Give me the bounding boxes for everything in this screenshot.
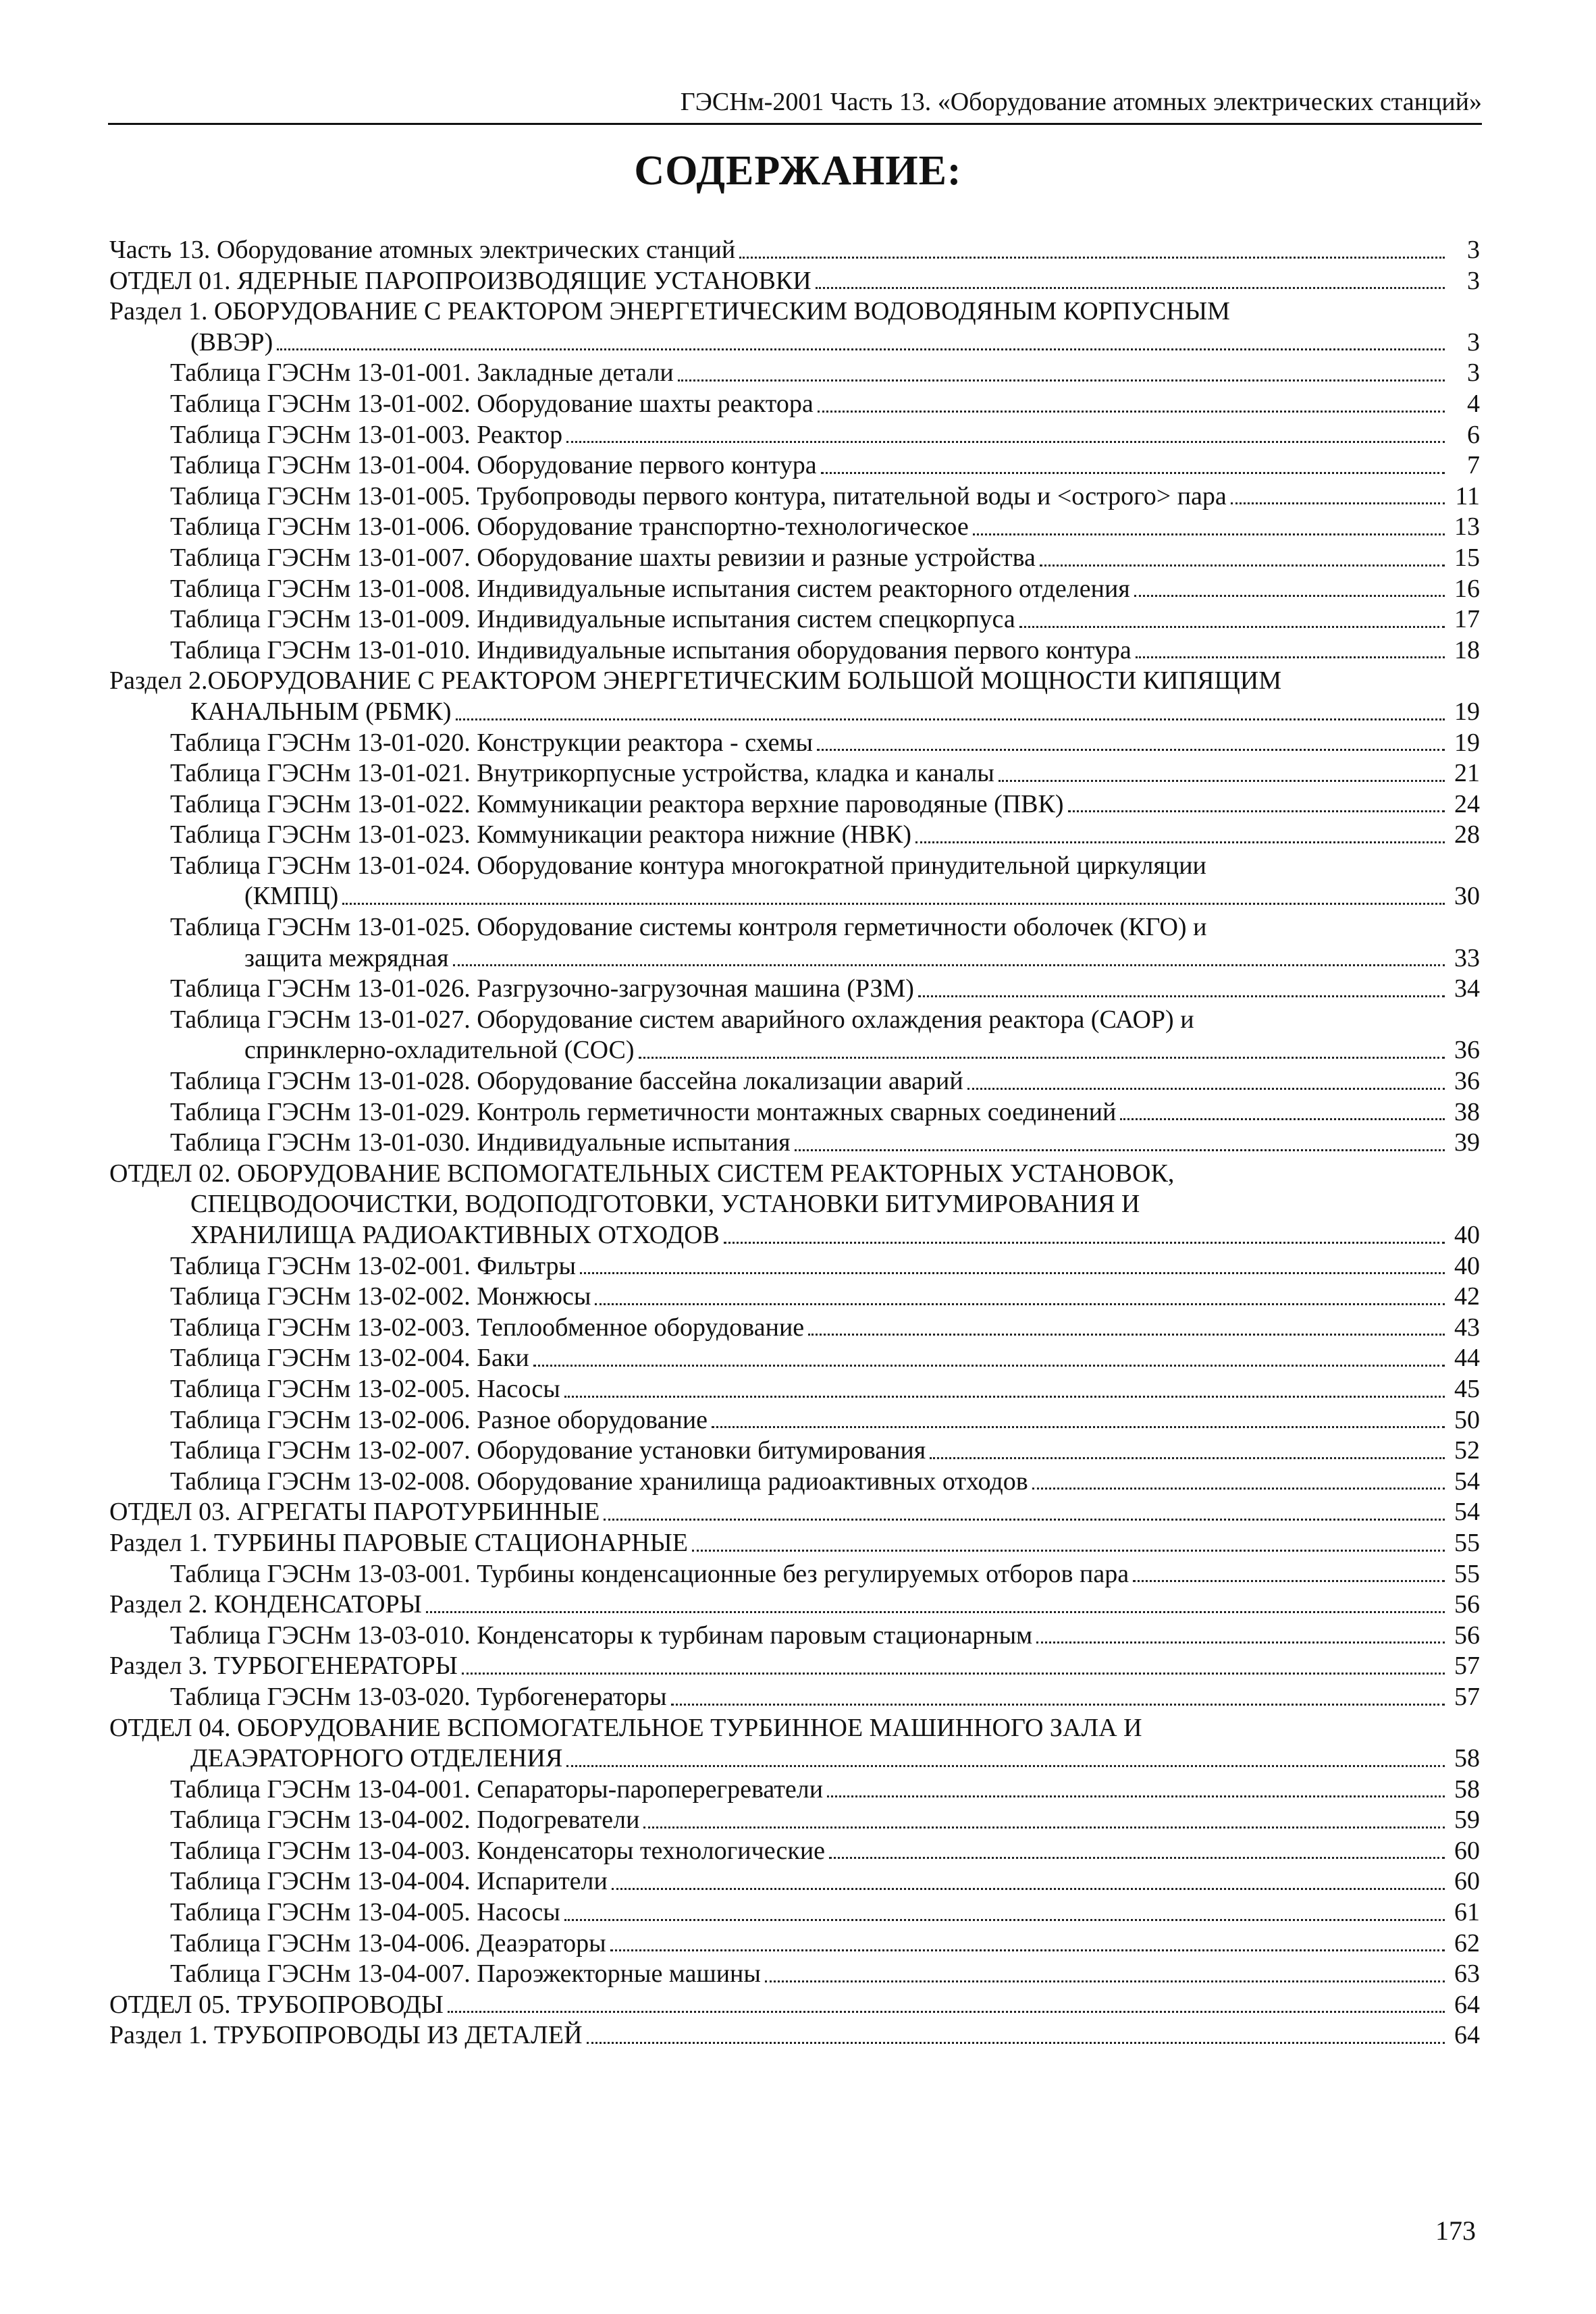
- toc-entry[interactable]: [109, 2020, 1480, 2051]
- leader-dots: [671, 1704, 1445, 1706]
- toc-entry-text: СПЕЦВОДООЧИСТКИ, ВОДОПОДГОТОВКИ, УСТАНОВКИ БИТУМИРОВАНИЯ И: [190, 1190, 1140, 1219]
- toc-entry-text: КАНАЛЬНЫМ (РБМК): [190, 697, 452, 726]
- toc-page-number: 24: [1454, 789, 1480, 818]
- toc-entry-text: Таблица ГЭСНм 13-02-008. Оборудование хранилища радиоактивных отходов: [170, 1467, 1028, 1496]
- toc-entry[interactable]: [109, 1343, 1480, 1374]
- toc-page-number: 19: [1454, 697, 1480, 726]
- toc-entry[interactable]: [109, 974, 1480, 1005]
- toc-entry[interactable]: [109, 635, 1480, 666]
- leader-dots: [818, 411, 1445, 413]
- toc-page-number: 58: [1454, 1774, 1480, 1804]
- leader-dots: [829, 1857, 1445, 1859]
- toc-entry-text: Таблица ГЭСНм 13-01-030. Индивидуальные испытания: [170, 1128, 791, 1157]
- page-number: 173: [1435, 2215, 1476, 2246]
- toc-entry-text: Таблица ГЭСНм 13-02-001. Фильтры: [170, 1251, 577, 1280]
- toc-entry[interactable]: [109, 389, 1480, 420]
- toc-entry[interactable]: [109, 266, 1480, 297]
- leader-dots: [692, 1550, 1445, 1552]
- toc-entry-text: Таблица ГЭСНм 13-04-004. Испарители: [170, 1867, 608, 1896]
- toc-entry-text: Таблица ГЭСНм 13-01-026. Разгрузочно-загрузочная машина (РЗМ): [170, 974, 914, 1003]
- toc-page-number: 50: [1454, 1405, 1480, 1434]
- toc-entry[interactable]: [109, 1405, 1480, 1436]
- toc-page-number: 60: [1454, 1836, 1480, 1865]
- toc-entry-text: Таблица ГЭСНм 13-03-020. Турбогенераторы: [170, 1682, 667, 1711]
- toc-page-number: 18: [1454, 635, 1480, 664]
- toc-entry-line: [109, 666, 1480, 697]
- toc-entry-text: Таблица ГЭСНм 13-02-003. Теплообменное оборудование: [170, 1313, 805, 1342]
- toc-entry[interactable]: [109, 1959, 1480, 1990]
- toc-entry[interactable]: [109, 1374, 1480, 1405]
- toc-entry[interactable]: [109, 1436, 1480, 1467]
- toc-page-number: 6: [1467, 420, 1480, 449]
- toc-entry-text: Таблица ГЭСНм 13-02-006. Разное оборудование: [170, 1405, 708, 1434]
- toc-page-number: 11: [1455, 481, 1480, 510]
- toc-page-number: 57: [1454, 1682, 1480, 1711]
- table-of-contents: [109, 235, 1480, 2051]
- toc-entry[interactable]: [109, 1313, 1480, 1344]
- toc-page-number: 3: [1467, 266, 1480, 295]
- toc-entry-text: Таблица ГЭСНм 13-02-007. Оборудование установки битумирования: [170, 1436, 926, 1465]
- toc-entry[interactable]: [109, 1589, 1480, 1621]
- toc-page-number: 40: [1454, 1221, 1480, 1249]
- toc-entry-text: Таблица ГЭСНм 13-01-022. Коммуникации реактора верхние пароводяные (ПВК): [170, 789, 1064, 818]
- toc-entry[interactable]: [109, 1743, 1480, 1774]
- toc-entry-text: Таблица ГЭСНм 13-01-001. Закладные детали: [170, 359, 674, 388]
- leader-dots: [1032, 1488, 1445, 1490]
- leader-dots: [564, 1396, 1445, 1398]
- toc-entry-text: ОТДЕЛ 05. ТРУБОПРОВОДЫ: [109, 1990, 444, 2019]
- toc-entry[interactable]: [109, 728, 1480, 759]
- toc-page-number: 63: [1454, 1960, 1480, 1989]
- toc-entry-text: Раздел 2. КОНДЕНСАТОРЫ: [109, 1590, 422, 1619]
- toc-entry-text: Таблица ГЭСНм 13-01-025. Оборудование системы контроля герметичности оболочек (КГО) и: [170, 913, 1207, 942]
- toc-entry[interactable]: [109, 1897, 1480, 1928]
- toc-page-number: 21: [1454, 759, 1480, 788]
- leader-dots: [821, 472, 1445, 474]
- toc-entry[interactable]: [109, 697, 1480, 728]
- toc-entry[interactable]: [109, 481, 1480, 512]
- toc-page-number: 36: [1454, 1036, 1480, 1065]
- leader-dots: [1120, 1118, 1445, 1120]
- toc-entry[interactable]: [109, 758, 1480, 789]
- leader-dots: [827, 1795, 1445, 1797]
- toc-entry[interactable]: [109, 1836, 1480, 1867]
- leader-dots: [533, 1365, 1445, 1367]
- toc-entry-text: Таблица ГЭСНм 13-01-005. Трубопроводы первого контура, питательной воды и <острого> пара: [170, 481, 1227, 510]
- toc-entry[interactable]: [109, 358, 1480, 389]
- toc-page-number: 38: [1454, 1097, 1480, 1126]
- toc-entry-line: [109, 1005, 1480, 1036]
- toc-entry-text: ОТДЕЛ 02. ОБОРУДОВАНИЕ ВСПОМОГАТЕЛЬНЫХ СИСТЕМ РЕАКТОРНЫХ УСТАНОВОК,: [109, 1159, 1175, 1188]
- leader-dots: [915, 841, 1445, 843]
- toc-entry[interactable]: [109, 1682, 1480, 1713]
- toc-entry-text: Таблица ГЭСНм 13-01-008. Индивидуальные испытания систем реакторного отделения: [170, 574, 1130, 603]
- toc-entry-text: Таблица ГЭСНм 13-01-003. Реактор: [170, 420, 563, 449]
- toc-entry-text: Таблица ГЭСНм 13-04-007. Пароэжекторные машины: [170, 1960, 761, 1989]
- toc-entry[interactable]: [109, 1066, 1480, 1097]
- toc-page-number: 33: [1454, 943, 1480, 972]
- toc-entry-line: [109, 851, 1480, 882]
- toc-entry[interactable]: [109, 1128, 1480, 1159]
- toc-entry-line: [109, 296, 1480, 327]
- toc-entry-text: Таблица ГЭСНм 13-04-003. Конденсаторы технологические: [170, 1836, 826, 1865]
- leader-dots: [604, 1519, 1445, 1521]
- toc-entry[interactable]: [109, 235, 1480, 266]
- toc-page-number: 17: [1454, 605, 1480, 634]
- leader-dots: [1136, 656, 1445, 658]
- leader-dots: [610, 1949, 1445, 1951]
- leader-dots: [595, 1303, 1445, 1305]
- toc-entry[interactable]: [109, 1805, 1480, 1836]
- leader-dots: [612, 1888, 1445, 1890]
- toc-entry[interactable]: [109, 1990, 1480, 2021]
- toc-entry[interactable]: [109, 1497, 1480, 1528]
- toc-page-number: 64: [1454, 1990, 1480, 2019]
- toc-entry-text: Таблица ГЭСНм 13-01-020. Конструкции реактора - схемы: [170, 728, 814, 757]
- toc-entry[interactable]: [109, 327, 1480, 359]
- toc-entry-text: ОТДЕЛ 01. ЯДЕРНЫЕ ПАРОПРОИЗВОДЯЩИЕ УСТАНОВКИ: [109, 266, 812, 295]
- toc-page-number: 7: [1467, 451, 1480, 480]
- toc-page-number: 64: [1454, 2021, 1480, 2050]
- toc-entry[interactable]: [109, 1651, 1480, 1682]
- page-title: СОДЕРЖАНИЕ:: [634, 148, 962, 194]
- leader-dots: [456, 718, 1445, 720]
- toc-entry-text: Таблица ГЭСНм 13-01-007. Оборудование шахты ревизии и разные устройства: [170, 543, 1036, 572]
- leader-dots: [277, 348, 1445, 350]
- toc-entry[interactable]: [109, 881, 1480, 912]
- toc-entry-text: спринклерно-охладительной (СОС): [244, 1036, 635, 1065]
- toc-page-number: 52: [1454, 1436, 1480, 1465]
- toc-entry-text: ДЕАЭРАТОРНОГО ОТДЕЛЕНИЯ: [190, 1744, 563, 1773]
- toc-page-number: 34: [1454, 974, 1480, 1003]
- toc-entry[interactable]: [109, 1220, 1480, 1251]
- toc-page-number: 3: [1467, 236, 1480, 264]
- toc-page-number: 15: [1454, 543, 1480, 572]
- leader-dots: [643, 1826, 1445, 1829]
- toc-entry-text: ОТДЕЛ 04. ОБОРУДОВАНИЕ ВСПОМОГАТЕЛЬНОЕ ТУРБИННОЕ МАШИННОГО ЗАЛА И: [109, 1713, 1142, 1742]
- toc-entry-text: Таблица ГЭСНм 13-01-023. Коммуникации реактора нижние (НВК): [170, 820, 912, 849]
- toc-page-number: 56: [1454, 1621, 1480, 1650]
- leader-dots: [930, 1457, 1445, 1459]
- toc-entry-text: Таблица ГЭСНм 13-01-021. Внутрикорпусные устройства, кладка и каналы: [170, 759, 994, 788]
- toc-page-number: 62: [1454, 1928, 1480, 1957]
- toc-entry[interactable]: [109, 1035, 1480, 1066]
- leader-dots: [1036, 1641, 1445, 1644]
- leader-dots: [566, 441, 1445, 443]
- toc-entry[interactable]: [109, 420, 1480, 451]
- running-header: ГЭСНм-2001 Часть 13. «Оборудование атомных электрических станций»: [108, 86, 1482, 125]
- toc-page-number: 43: [1454, 1313, 1480, 1342]
- toc-entry-text: Таблица ГЭСНм 13-02-004. Баки: [170, 1344, 529, 1373]
- leader-dots: [817, 749, 1445, 751]
- toc-page-number: 54: [1454, 1498, 1480, 1527]
- toc-entry-text: Таблица ГЭСНм 13-04-005. Насосы: [170, 1898, 560, 1927]
- toc-page-number: 58: [1454, 1744, 1480, 1773]
- toc-page-number: 45: [1454, 1374, 1480, 1403]
- leader-dots: [639, 1057, 1445, 1059]
- toc-entry-line: [109, 1159, 1480, 1190]
- leader-dots: [1133, 1580, 1445, 1582]
- toc-entry-text: Таблица ГЭСНм 13-03-001. Турбины конденсационные без регулируемых отборов пара: [170, 1559, 1129, 1588]
- leader-dots: [448, 2011, 1445, 2013]
- toc-entry[interactable]: [109, 1928, 1480, 1960]
- toc-entry[interactable]: [109, 820, 1480, 851]
- leader-dots: [426, 1611, 1445, 1613]
- toc-entry-text: Таблица ГЭСНм 13-01-029. Контроль герметичности монтажных сварных соединений: [170, 1097, 1117, 1126]
- leader-dots: [1134, 595, 1445, 597]
- toc-page-number: 36: [1454, 1067, 1480, 1096]
- leader-dots: [765, 1980, 1445, 1982]
- toc-entry-text: Таблица ГЭСНм 13-01-028. Оборудование бассейна локализации аварий: [170, 1067, 963, 1096]
- toc-entry[interactable]: [109, 1467, 1480, 1498]
- toc-entry-text: Раздел 1. ОБОРУДОВАНИЕ С РЕАКТОРОМ ЭНЕРГЕТИЧЕСКИМ ВОДОВОДЯНЫМ КОРПУСНЫМ: [109, 297, 1230, 326]
- toc-entry[interactable]: [109, 1774, 1480, 1806]
- leader-dots: [739, 257, 1445, 259]
- toc-page-number: 42: [1454, 1282, 1480, 1311]
- toc-entry-text: Таблица ГЭСНм 13-01-002. Оборудование шахты реактора: [170, 389, 814, 418]
- toc-page-number: 3: [1467, 359, 1480, 388]
- toc-entry[interactable]: [109, 1097, 1480, 1128]
- toc-entry[interactable]: [109, 604, 1480, 635]
- leader-dots: [1068, 810, 1445, 812]
- toc-page-number: 19: [1454, 728, 1480, 757]
- toc-page-number: 40: [1454, 1251, 1480, 1280]
- toc-entry-text: Таблица ГЭСНм 13-01-024. Оборудование контура многократной принудительной циркуляции: [170, 851, 1206, 880]
- toc-entry-text: (КМПЦ): [244, 882, 339, 911]
- toc-entry-text: Таблица ГЭСНм 13-01-010. Индивидуальные испытания оборудования первого контура: [170, 635, 1132, 664]
- leader-dots: [462, 1673, 1445, 1675]
- leader-dots: [967, 1088, 1445, 1090]
- leader-dots: [724, 1242, 1445, 1244]
- toc-page-number: 3: [1467, 327, 1480, 357]
- toc-entry-text: Таблица ГЭСНм 13-04-002. Подогреватели: [170, 1806, 640, 1835]
- toc-page-number: 4: [1467, 389, 1480, 418]
- leader-dots: [587, 2042, 1445, 2044]
- leader-dots: [453, 964, 1445, 966]
- toc-entry-text: Таблица ГЭСНм 13-01-004. Оборудование первого контура: [170, 451, 817, 480]
- toc-entry[interactable]: [109, 1559, 1480, 1590]
- toc-entry-text: Таблица ГЭСНм 13-01-027. Оборудование систем аварийного охлаждения реактора (САОР) и: [170, 1005, 1194, 1034]
- toc-entry-text: Таблица ГЭСНм 13-03-010. Конденсаторы к турбинам паровым стационарным: [170, 1621, 1033, 1650]
- toc-entry[interactable]: [109, 574, 1480, 605]
- toc-entry-text: Таблица ГЭСНм 13-04-001. Сепараторы-пароперегреватели: [170, 1774, 824, 1804]
- leader-dots: [342, 903, 1445, 905]
- leader-dots: [808, 1334, 1445, 1336]
- toc-entry-text: Таблица ГЭСНм 13-02-005. Насосы: [170, 1374, 560, 1403]
- leader-dots: [712, 1426, 1445, 1428]
- toc-page-number: 61: [1454, 1898, 1480, 1927]
- toc-entry[interactable]: [109, 1251, 1480, 1282]
- toc-page-number: 28: [1454, 820, 1480, 849]
- toc-entry-line: [109, 1189, 1480, 1220]
- toc-page-number: 16: [1454, 574, 1480, 603]
- toc-entry[interactable]: [109, 943, 1480, 974]
- toc-page-number: 13: [1454, 512, 1480, 542]
- leader-dots: [564, 1919, 1445, 1921]
- toc-entry-text: ОТДЕЛ 03. АГРЕГАТЫ ПАРОТУРБИННЫЕ: [109, 1498, 600, 1527]
- toc-entry[interactable]: [109, 512, 1480, 543]
- toc-entry-text: Раздел 1. ТРУБОПРОВОДЫ ИЗ ДЕТАЛЕЙ: [109, 2021, 583, 2050]
- toc-entry[interactable]: [109, 789, 1480, 820]
- leader-dots: [678, 379, 1445, 382]
- toc-entry[interactable]: [109, 1528, 1480, 1559]
- leader-dots: [566, 1765, 1445, 1767]
- toc-page-number: 56: [1454, 1590, 1480, 1619]
- leader-dots: [795, 1149, 1445, 1151]
- toc-entry-text: Раздел 1. ТУРБИНЫ ПАРОВЫЕ СТАЦИОНАРНЫЕ: [109, 1528, 688, 1557]
- toc-page-number: 30: [1454, 882, 1480, 911]
- toc-entry-text: Таблица ГЭСНм 13-01-006. Оборудование транспортно-технологическое: [170, 512, 969, 542]
- toc-entry-text: Раздел 3. ТУРБОГЕНЕРАТОРЫ: [109, 1652, 458, 1681]
- toc-page-number: 60: [1454, 1867, 1480, 1896]
- leader-dots: [816, 287, 1445, 289]
- toc-entry-text: Таблица ГЭСНм 13-04-006. Деаэраторы: [170, 1928, 606, 1957]
- toc-page-number: 55: [1454, 1559, 1480, 1588]
- leader-dots: [1040, 564, 1445, 567]
- toc-entry-line: [109, 1713, 1480, 1744]
- toc-entry-text: ХРАНИЛИЩА РАДИОАКТИВНЫХ ОТХОДОВ: [190, 1221, 720, 1249]
- toc-entry-text: (ВВЭР): [190, 327, 273, 357]
- toc-entry[interactable]: [109, 450, 1480, 481]
- leader-dots: [999, 780, 1445, 782]
- leader-dots: [918, 995, 1445, 997]
- toc-page-number: 57: [1454, 1652, 1480, 1681]
- toc-page-number: 39: [1454, 1128, 1480, 1157]
- toc-page-number: 55: [1454, 1528, 1480, 1557]
- leader-dots: [1019, 626, 1445, 628]
- toc-entry[interactable]: [109, 1866, 1480, 1897]
- toc-entry-text: Таблица ГЭСНм 13-02-002. Монжюсы: [170, 1282, 591, 1311]
- leader-dots: [1231, 502, 1445, 504]
- toc-page-number: 44: [1454, 1344, 1480, 1373]
- toc-page-number: 59: [1454, 1806, 1480, 1835]
- toc-entry-text: Таблица ГЭСНм 13-01-009. Индивидуальные испытания систем спецкорпуса: [170, 605, 1015, 634]
- leader-dots: [973, 533, 1445, 535]
- toc-entry-text: Раздел 2.ОБОРУДОВАНИЕ С РЕАКТОРОМ ЭНЕРГЕТИЧЕСКИМ БОЛЬШОЙ МОЩНОСТИ КИПЯЩИМ: [109, 666, 1282, 695]
- toc-entry-line: [109, 912, 1480, 943]
- toc-page-number: 54: [1454, 1467, 1480, 1496]
- toc-entry-text: защита межрядная: [244, 943, 449, 972]
- leader-dots: [580, 1272, 1445, 1274]
- toc-entry[interactable]: [109, 1282, 1480, 1313]
- toc-entry-text: Часть 13. Оборудование атомных электрических станций: [109, 236, 736, 264]
- toc-entry[interactable]: [109, 1621, 1480, 1652]
- toc-entry[interactable]: [109, 543, 1480, 574]
